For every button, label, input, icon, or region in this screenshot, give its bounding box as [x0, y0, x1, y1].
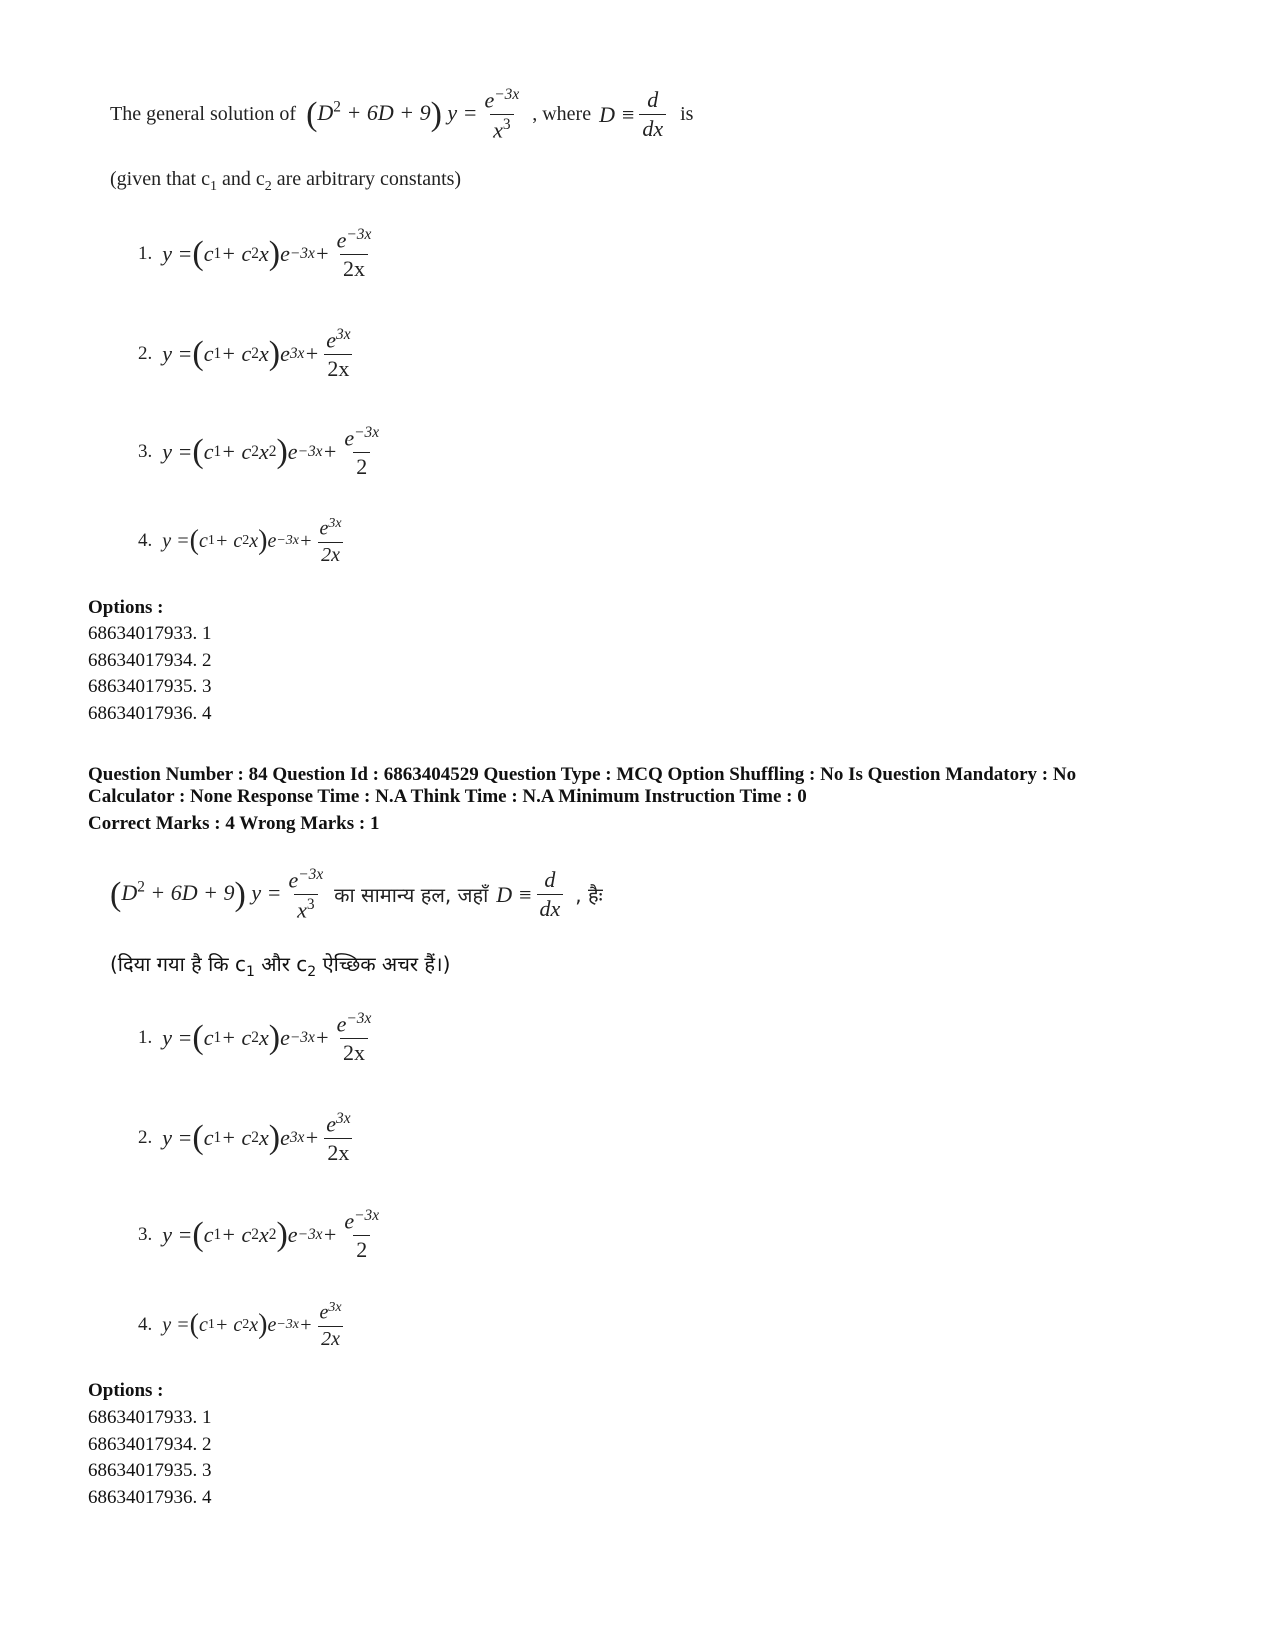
stem-prefix: The general solution of: [110, 103, 297, 126]
choice-2: 2. y = ( c 1 + c 2 x ) e 3x + $\frac{e^{3x}}{2x}$: [138, 326, 351, 382]
choice-number: 2.: [138, 343, 153, 365]
stem-fraction: $\frac{e^{-3x}}{x^3}$: [484, 86, 520, 143]
option-id: 68634017935. 3: [88, 1460, 212, 1481]
option-id: 68634017934. 2: [88, 650, 212, 671]
options-label: Options :: [88, 597, 164, 618]
derivative-fraction: $\frac{d}{dx}$: [639, 87, 666, 142]
options-label: Options :: [88, 1380, 164, 1401]
question-meta-line1: Question Number : 84 Question Id : 6863404529 Question Type : MCQ Option Shuffling : No Is Question Mandatory : No: [88, 764, 1077, 785]
choice-1: 1. y = ( c 1 + c 2 x ) e −3x + $\frac{e^{-3x}}{2x}$: [138, 1010, 372, 1066]
question-stem-en: The general solution of $(D^2 + 6D + 9) y$ = $\frac{e^{-3x}}{x^3}$ , where D ≡ $\frac{d}{dx}$ is: [110, 86, 694, 143]
choice-number: 4.: [138, 530, 153, 552]
given-hi: (दिया गया है कि $c_1$ और $c_2$ ऐच्छिक अचर हैं।): [110, 952, 451, 980]
choice-number: 2.: [138, 1127, 153, 1149]
choice-4: 4. y = ( c 1 + c 2 x ) e −3x + $\frac{e^{3x}}{2x}$: [138, 516, 342, 566]
choice-1: 1. y = ( c 1 + c 2 x ) e −3x + $\frac{e^{-3x}}{2x}$: [138, 226, 372, 282]
choice-number: 4.: [138, 1314, 153, 1336]
choice-number: 1.: [138, 1027, 153, 1049]
option-id: 68634017934. 2: [88, 1434, 212, 1455]
option-id: 68634017933. 1: [88, 1407, 212, 1428]
option-id: 68634017933. 1: [88, 623, 212, 644]
choice-3: 3. y = ( c 1 + c 2 x 2 ) e −3x + $\frac{e^{-3x}}{2}$: [138, 1207, 380, 1263]
derivative-fraction: $\frac{d}{dx}$: [537, 867, 564, 922]
option-id: 68634017936. 4: [88, 1487, 212, 1508]
choice-number: 3.: [138, 441, 153, 463]
stem-is: is: [680, 103, 694, 126]
given-en: (given that $c_1$ and $c_2$ are arbitrary constants): [110, 168, 462, 194]
option-id: 68634017935. 3: [88, 676, 212, 697]
choice-number: 3.: [138, 1224, 153, 1246]
question-marks: Correct Marks : 4 Wrong Marks : 1: [88, 813, 380, 834]
stem-fraction: $\frac{e^{-3x}}{x^3}$: [288, 866, 324, 923]
choice-3: 3. y = ( c 1 + c 2 x 2 ) e −3x + $\frac{e^{-3x}}{2}$: [138, 424, 380, 480]
choice-2: 2. y = ( c 1 + c 2 x ) e 3x + $\frac{e^{3x}}{2x}$: [138, 1110, 351, 1166]
choice-number: 1.: [138, 243, 153, 265]
option-id: 68634017936. 4: [88, 703, 212, 724]
question-meta-line2: Calculator : None Response Time : N.A Think Time : N.A Minimum Instruction Time : 0: [88, 786, 807, 807]
choice-4: 4. y = ( c 1 + c 2 x ) e −3x + $\frac{e^{3x}}{2x}$: [138, 1300, 342, 1350]
stem-equation: $(D^2 + 6D + 9) y$ =: [110, 875, 282, 913]
stem-equation: $(D^2 + 6D + 9) y$ =: [306, 95, 478, 133]
question-stem-hi: $(D^2 + 6D + 9) y$ = $\frac{e^{-3x}}{x^3}$ का सामान्य हल, जहाँ D ≡ $\frac{d}{dx}$ , हैः: [110, 866, 603, 923]
